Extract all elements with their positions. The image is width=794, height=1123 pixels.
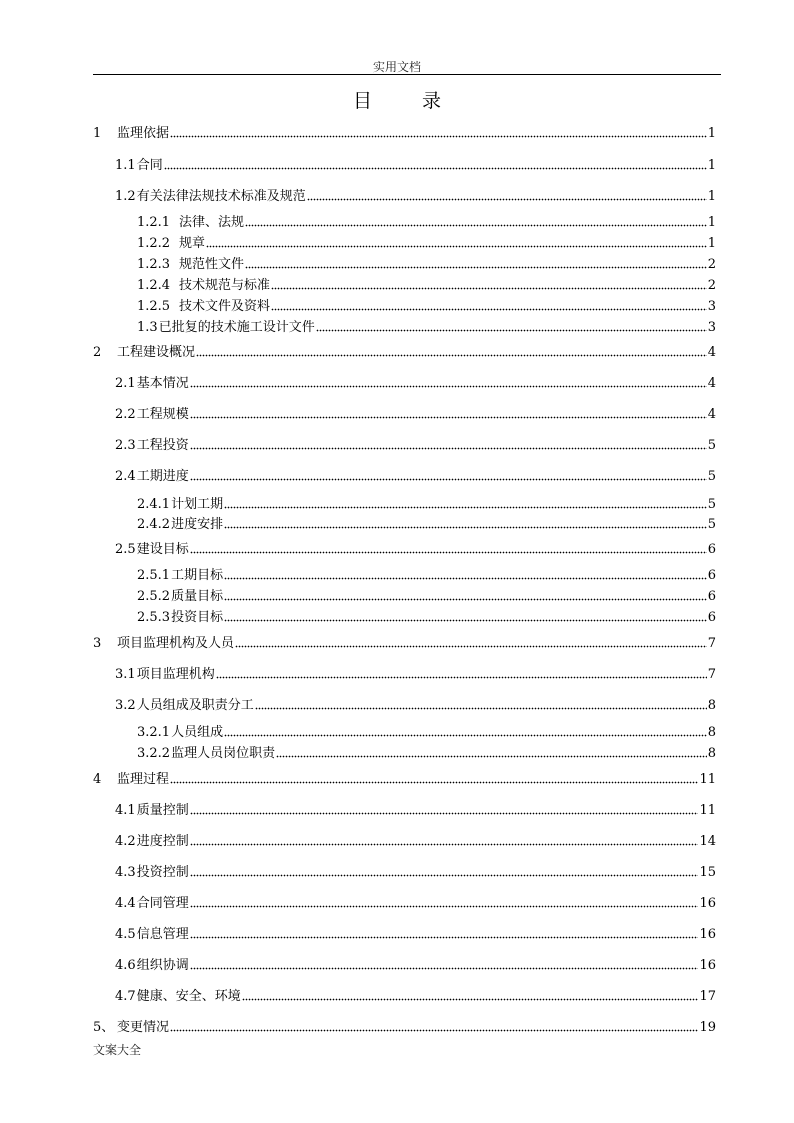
toc-entry-label: 质量控制 bbox=[136, 803, 189, 818]
toc-entry[interactable] bbox=[115, 437, 716, 455]
toc-entry[interactable] bbox=[137, 609, 716, 627]
toc-entry-number: 3.1 bbox=[115, 667, 136, 682]
toc-entry-page: 6 bbox=[707, 589, 716, 604]
toc-entry-label: 监理过程 bbox=[117, 772, 170, 787]
dot-leader bbox=[216, 675, 707, 680]
toc-entry-label: 工程投资 bbox=[136, 438, 189, 453]
toc-entry[interactable] bbox=[93, 344, 716, 362]
toc-entry-number: 4.2 bbox=[115, 834, 136, 849]
toc-entry-page: 4 bbox=[707, 345, 716, 360]
toc-entry-label: 建设目标 bbox=[136, 542, 189, 557]
toc-entry-page: 1 bbox=[707, 126, 716, 141]
toc-entry-number: 2.2 bbox=[115, 407, 136, 422]
toc-entry-label: 监理依据 bbox=[117, 126, 170, 141]
toc-entry[interactable] bbox=[137, 256, 716, 274]
dot-leader bbox=[190, 842, 699, 847]
toc-entry-page: 16 bbox=[699, 896, 716, 911]
toc-entry-page: 6 bbox=[707, 610, 716, 625]
page-footer: 文案大全 bbox=[93, 1043, 142, 1057]
toc-entry-label: 投资目标 bbox=[171, 610, 224, 625]
toc-entry-number: 4 bbox=[93, 772, 102, 787]
toc-entry-number: 1.2.4 bbox=[137, 278, 171, 293]
toc-entry[interactable] bbox=[115, 188, 716, 206]
toc-entry-number: 1 bbox=[93, 126, 102, 141]
toc-entry-number: 3.2 bbox=[115, 698, 136, 713]
toc-entry-number: 3.2.1 bbox=[137, 725, 171, 740]
toc-entry[interactable] bbox=[115, 802, 716, 820]
toc-entry-label: 监理人员岗位职责 bbox=[171, 746, 276, 761]
toc-entry-number: 1.3 bbox=[137, 320, 158, 335]
toc-entry[interactable] bbox=[93, 771, 716, 789]
dot-leader bbox=[190, 811, 699, 816]
dot-leader bbox=[224, 505, 707, 510]
toc-entry-page: 8 bbox=[707, 725, 716, 740]
toc-entry-page: 4 bbox=[707, 376, 716, 391]
toc-entry-label: 信息管理 bbox=[136, 927, 189, 942]
toc-entry-page: 11 bbox=[699, 772, 716, 787]
dot-leader bbox=[190, 935, 699, 940]
toc-entry[interactable] bbox=[137, 724, 716, 742]
toc-entry-number: 2.4.2 bbox=[137, 517, 171, 532]
toc-entry-label: 工期目标 bbox=[171, 568, 224, 583]
dot-leader bbox=[170, 134, 707, 139]
toc-entry[interactable] bbox=[115, 988, 716, 1006]
toc-entry[interactable] bbox=[137, 588, 716, 606]
dot-leader bbox=[245, 265, 707, 270]
toc-entry-label: 组织协调 bbox=[136, 958, 189, 973]
dot-leader bbox=[316, 328, 707, 333]
toc-entry-label: 质量目标 bbox=[171, 589, 224, 604]
dot-leader bbox=[224, 618, 707, 623]
toc-entry-label: 人员组成 bbox=[171, 725, 224, 740]
toc-entry[interactable] bbox=[93, 635, 716, 653]
toc-entry-page: 4 bbox=[707, 407, 716, 422]
toc-entry-number: 4.1 bbox=[115, 803, 136, 818]
toc-entry-label: 合同 bbox=[136, 158, 163, 173]
toc-entry[interactable] bbox=[137, 277, 716, 295]
dot-leader bbox=[235, 644, 707, 649]
toc-entry-page: 1 bbox=[707, 236, 716, 251]
toc-entry[interactable] bbox=[115, 833, 716, 851]
toc-entry[interactable] bbox=[115, 895, 716, 913]
dot-leader bbox=[190, 446, 707, 451]
toc-entry-page: 8 bbox=[707, 746, 716, 761]
toc-entry-page: 3 bbox=[707, 320, 716, 335]
dot-leader bbox=[164, 166, 707, 171]
toc-entry-label: 已批复的技术施工设计文件 bbox=[158, 320, 315, 335]
toc-entry-page: 5 bbox=[707, 517, 716, 532]
toc-entry[interactable] bbox=[115, 157, 716, 175]
dot-leader bbox=[170, 780, 698, 785]
dot-leader bbox=[224, 576, 707, 581]
toc-entry[interactable] bbox=[115, 926, 716, 944]
dot-leader bbox=[242, 997, 699, 1002]
toc-entry-page: 5 bbox=[707, 497, 716, 512]
toc-entry[interactable] bbox=[137, 745, 716, 763]
toc-entry-number: 2.5.2 bbox=[137, 589, 171, 604]
toc-entry[interactable] bbox=[137, 298, 716, 316]
toc-entry-page: 14 bbox=[699, 834, 716, 849]
dot-leader bbox=[196, 353, 707, 358]
toc-entry-label: 项目监理机构 bbox=[136, 667, 215, 682]
toc-entry[interactable] bbox=[137, 214, 716, 232]
toc-entry-number: 4.7 bbox=[115, 989, 136, 1004]
toc-entry-label: 健康、安全、环境 bbox=[136, 989, 241, 1004]
toc-entry[interactable] bbox=[137, 319, 716, 337]
dot-leader bbox=[224, 597, 707, 602]
toc-entry-number: 2.5.1 bbox=[137, 568, 171, 583]
toc-entry[interactable] bbox=[137, 235, 716, 253]
toc-entry-number: 1.2.2 bbox=[137, 236, 171, 251]
dot-leader bbox=[170, 1028, 698, 1033]
toc-entry-label: 人员组成及职责分工 bbox=[136, 698, 254, 713]
toc-entry-label: 法律、法规 bbox=[179, 215, 245, 230]
toc-title: 目 录 bbox=[352, 90, 464, 112]
toc-entry-number: 1.2 bbox=[115, 189, 136, 204]
toc-entry[interactable] bbox=[137, 516, 716, 534]
dot-leader bbox=[255, 706, 707, 711]
dot-leader bbox=[224, 525, 707, 530]
toc-entry-page: 5 bbox=[707, 469, 716, 484]
toc-entry-label: 工程规模 bbox=[136, 407, 189, 422]
toc-entry-number: 3 bbox=[93, 636, 102, 651]
toc-entry-label: 计划工期 bbox=[171, 497, 224, 512]
toc-entry-label: 进度控制 bbox=[136, 834, 189, 849]
toc-entry[interactable] bbox=[115, 375, 716, 393]
dot-leader bbox=[206, 244, 707, 249]
dot-leader bbox=[190, 904, 699, 909]
toc-entry-page: 6 bbox=[707, 568, 716, 583]
dot-leader bbox=[190, 550, 707, 555]
toc-entry-number: 2.5.3 bbox=[137, 610, 171, 625]
toc-entry-page: 2 bbox=[707, 278, 716, 293]
toc-entry-label: 项目监理机构及人员 bbox=[117, 636, 235, 651]
toc-entry-label: 技术规范与标准 bbox=[179, 278, 271, 293]
toc-entry-label: 工程建设概况 bbox=[117, 345, 196, 360]
toc-entry-number: 1.2.3 bbox=[137, 257, 171, 272]
toc-entry-label: 变更情况 bbox=[117, 1020, 170, 1035]
toc-entry[interactable] bbox=[93, 125, 716, 143]
dot-leader bbox=[245, 223, 707, 228]
dot-leader bbox=[190, 415, 707, 420]
toc-entry-label: 进度安排 bbox=[171, 517, 224, 532]
toc-entry-page: 11 bbox=[699, 803, 716, 818]
dot-leader bbox=[271, 307, 707, 312]
toc-entry[interactable] bbox=[115, 864, 716, 882]
toc-entry-number: 1.2.5 bbox=[137, 299, 171, 314]
toc-entry-number: 4.6 bbox=[115, 958, 136, 973]
toc-entry-number: 2.4 bbox=[115, 469, 136, 484]
toc-entry-label: 投资控制 bbox=[136, 865, 189, 880]
dot-leader bbox=[190, 966, 699, 971]
toc-entry-number: 1.2.1 bbox=[137, 215, 171, 230]
toc-entry-number: 2.4.1 bbox=[137, 497, 171, 512]
toc-entry-page: 1 bbox=[707, 158, 716, 173]
dot-leader bbox=[276, 754, 707, 759]
dot-leader bbox=[271, 286, 707, 291]
toc-entry[interactable] bbox=[115, 666, 716, 684]
dot-leader bbox=[190, 384, 707, 389]
dot-leader bbox=[190, 477, 707, 482]
toc-entry-label: 基本情况 bbox=[136, 376, 189, 391]
toc-entry-page: 19 bbox=[699, 1020, 716, 1035]
toc-entry[interactable] bbox=[115, 957, 716, 975]
toc-entry-page: 16 bbox=[699, 927, 716, 942]
toc-entry[interactable] bbox=[115, 541, 716, 559]
toc-entry[interactable] bbox=[115, 406, 716, 424]
toc-entry-number: 1.1 bbox=[115, 158, 136, 173]
toc-entry-number: 3.2.2 bbox=[137, 746, 171, 761]
toc-entry-number: 2 bbox=[93, 345, 102, 360]
toc-entry-page: 1 bbox=[707, 215, 716, 230]
dot-leader bbox=[307, 197, 707, 202]
dot-leader bbox=[224, 733, 707, 738]
toc-entry[interactable] bbox=[115, 468, 716, 486]
page-header: 实用文档 bbox=[372, 60, 421, 74]
toc-entry-page: 5 bbox=[707, 438, 716, 453]
toc-entry-page: 2 bbox=[707, 257, 716, 272]
toc-entry-number: 5、 bbox=[93, 1020, 115, 1035]
toc-entry-page: 7 bbox=[707, 636, 716, 651]
toc-entry[interactable] bbox=[137, 496, 716, 514]
toc-entry-number: 4.3 bbox=[115, 865, 136, 880]
dot-leader bbox=[190, 873, 699, 878]
toc-entry-page: 8 bbox=[707, 698, 716, 713]
toc-entry-label: 有关法律法规技术标准及规范 bbox=[136, 189, 306, 204]
toc-entry-page: 15 bbox=[699, 865, 716, 880]
toc-entry-number: 4.5 bbox=[115, 927, 136, 942]
toc-entry-number: 2.3 bbox=[115, 438, 136, 453]
toc-entry-number: 2.1 bbox=[115, 376, 136, 391]
toc-entry-page: 3 bbox=[707, 299, 716, 314]
toc-entry[interactable] bbox=[137, 567, 716, 585]
toc-entry-page: 1 bbox=[707, 189, 716, 204]
toc-entry-label: 规范性文件 bbox=[179, 257, 245, 272]
toc-entry-page: 7 bbox=[707, 667, 716, 682]
toc-entry-page: 6 bbox=[707, 542, 716, 557]
toc-entry-label: 规章 bbox=[179, 236, 206, 251]
toc-entry[interactable] bbox=[115, 697, 716, 715]
toc-entry-label: 技术文件及资料 bbox=[179, 299, 271, 314]
toc-entry-number: 4.4 bbox=[115, 896, 136, 911]
toc-entry-page: 16 bbox=[699, 958, 716, 973]
toc-entry-label: 合同管理 bbox=[136, 896, 189, 911]
toc-entry[interactable] bbox=[93, 1019, 716, 1037]
toc-entry-label: 工期进度 bbox=[136, 469, 189, 484]
toc-entry-number: 2.5 bbox=[115, 542, 136, 557]
toc-entry-page: 17 bbox=[699, 989, 716, 1004]
